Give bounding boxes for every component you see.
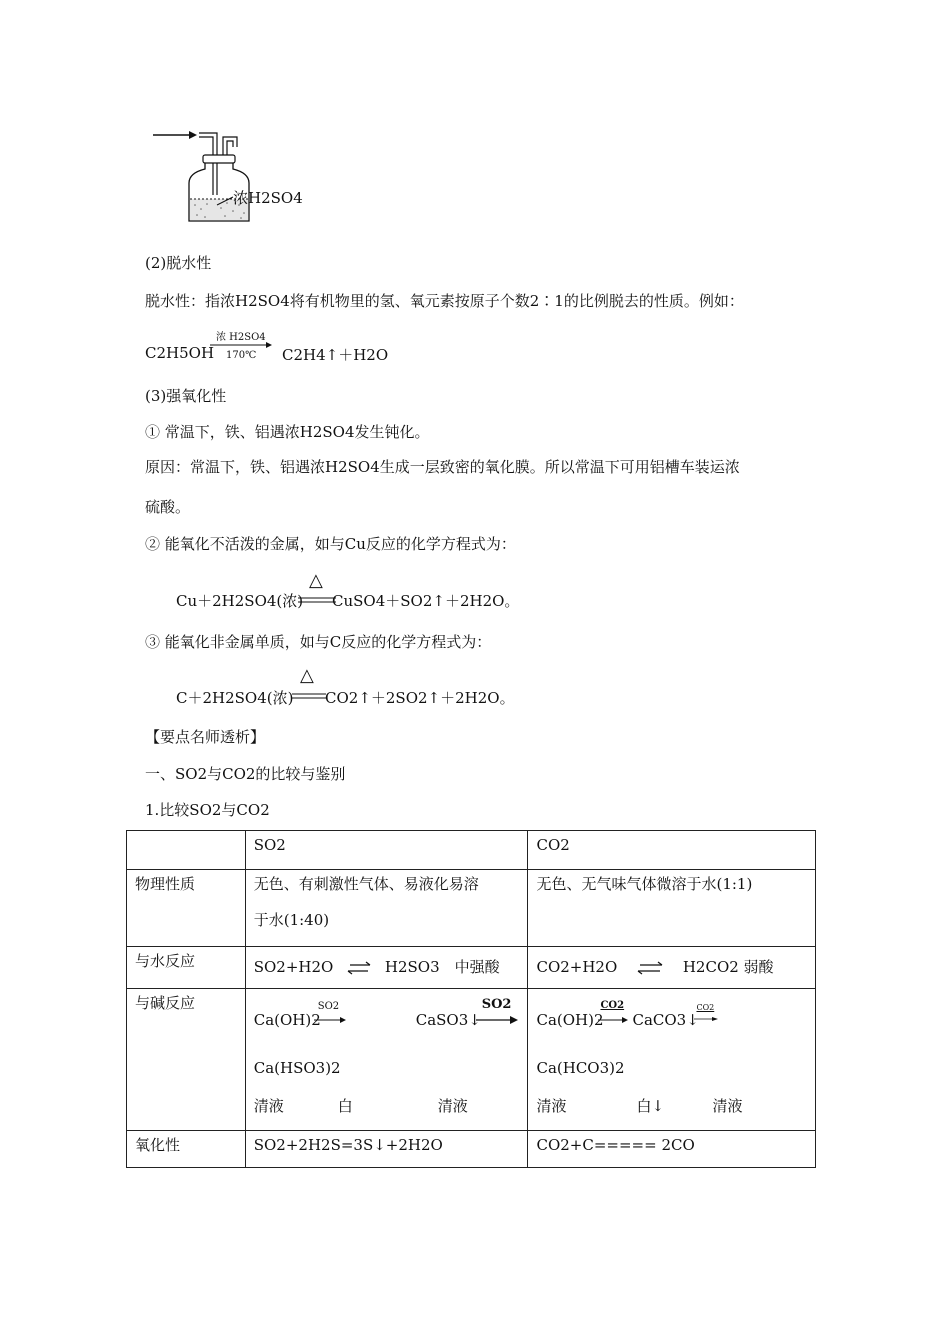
oxidation-item1: ① 常温下，铁、铝遇浓H2SO4发生钝化。 [145, 423, 430, 441]
oxidation-item3: ③ 能氧化非金属单质，如与C反应的化学方程式为： [145, 633, 492, 651]
reagent-label: 浓H2SO4 [233, 189, 303, 207]
co2-base-reactant: Ca(OH)2 [536, 1011, 604, 1029]
co2-arrow1-label: CO2 [600, 1000, 625, 1011]
co2-oxidation: CO2+C===== 2CO [536, 1136, 695, 1154]
so2-cell [245, 989, 528, 1131]
co2-observation-3: 清液 [712, 1097, 743, 1115]
so2-physical-line2: 于水(1:40) [253, 911, 330, 929]
row-label-text: 与碱反应 [135, 994, 196, 1012]
reaction-arrow-icon [598, 1016, 628, 1024]
dehydration-eq-left: C2H5OH [145, 344, 215, 362]
reaction-arrow-icon [314, 1016, 346, 1024]
heat-triangle-icon: △ [300, 665, 314, 686]
so2-observation-2: 白 [337, 1097, 353, 1115]
analysis-sub2: 1.比较SO2与CO2 [145, 801, 270, 819]
so2-base-product: Ca(HSO3)2 [253, 1059, 341, 1077]
table-row [127, 947, 816, 989]
row-label-text: 物理性质 [135, 875, 196, 893]
header-so2: SO2 [253, 836, 286, 854]
so2-base-reactant: Ca(OH)2 [253, 1011, 321, 1029]
so2-base-intermediate: CaSO3↓ [415, 1011, 481, 1029]
co2-base-product: Ca(HCO3)2 [536, 1059, 625, 1077]
so2-physical-line1: 无色、有刺激性气体、易液化易溶 [253, 875, 479, 893]
table-row [127, 870, 816, 947]
double-bar-icon [298, 596, 336, 604]
dehydration-eq-right: C2H4↑＋H2O [282, 346, 389, 364]
so2-arrow1-label: SO2 [317, 1001, 340, 1012]
c-eq-right: CO2↑＋2SO2↑＋2H2O。 [325, 689, 515, 707]
reaction-arrow-icon [476, 1015, 518, 1025]
reaction-arrow-icon [694, 1015, 718, 1023]
equilibrium-arrow-icon [344, 961, 374, 975]
row-label [127, 870, 246, 947]
so2-cell [245, 870, 528, 947]
co2-cell [528, 947, 816, 989]
row-label [127, 989, 246, 1131]
oxidation-item2: ② 能氧化不活泼的金属，如与Cu反应的化学方程式为： [145, 535, 516, 553]
co2-observation-2: 白↓ [636, 1097, 665, 1115]
co2-cell [528, 1131, 816, 1168]
co2-cell [528, 989, 816, 1131]
oxidation-reason-line1: 原因：常温下，铁、铝遇浓H2SO4生成一层致密的氧化膜。所以常温下可用铝槽车装运浓 [145, 458, 740, 476]
gas-washing-bottle-figure [145, 125, 315, 229]
dehydration-eq-cond-top: 浓 H2SO4 [216, 332, 266, 343]
reaction-arrow-icon [210, 341, 272, 349]
dehydration-eq-cond-bottom: 170℃ [226, 350, 257, 361]
so2-observation-1: 清液 [253, 1097, 284, 1115]
so2-cell [245, 947, 528, 989]
co2-physical: 无色、无气味气体微溶于水(1:1) [536, 875, 753, 893]
dehydration-text: 脱水性：指浓H2SO4将有机物里的氢、氧元素按原子个数2∶1的比例脱去的性质。例如： [145, 292, 744, 310]
row-label-text: 氧化性 [135, 1136, 181, 1154]
so2-observation-3: 清液 [437, 1097, 468, 1115]
dehydration-heading: (2)脱水性 [145, 254, 212, 272]
co2-arrow2-label: CO2 [696, 1003, 715, 1012]
so2-oxidation: SO2+2H2S=3S↓+2H2O [253, 1136, 443, 1154]
co2-base-intermediate: CaCO3↓ [632, 1011, 699, 1029]
table-row [127, 989, 816, 1131]
c-eq-left: C＋2H2SO4(浓) [176, 689, 294, 707]
table-header-row [127, 831, 816, 870]
co2-water-reactants: CO2+H2O [536, 958, 618, 976]
oxidation-reason-line2: 硫酸。 [145, 498, 191, 516]
row-label-text: 与水反应 [135, 952, 196, 970]
equilibrium-arrow-icon [632, 961, 668, 975]
cu-eq-left: Cu＋2H2SO4(浓) [176, 592, 304, 610]
co2-cell [528, 870, 816, 947]
heat-triangle-icon: △ [309, 570, 323, 591]
so2-arrow2-label: SO2 [481, 997, 512, 1012]
header-cell-empty [127, 831, 246, 870]
row-label [127, 1131, 246, 1168]
so2-co2-comparison-table [126, 830, 816, 1168]
so2-cell [245, 1131, 528, 1168]
so2-water-reactants: SO2+H2O [253, 958, 334, 976]
header-cell-co2 [528, 831, 816, 870]
so2-water-product: H2SO3 中强酸 [384, 958, 500, 976]
analysis-heading: 【要点名师透析】 [145, 728, 266, 746]
oxidation-heading: (3)强氧化性 [145, 387, 227, 405]
co2-water-product: H2CO2 弱酸 [682, 958, 774, 976]
row-label [127, 947, 246, 989]
double-bar-icon [292, 692, 326, 700]
analysis-sub1: 一、SO2与CO2的比较与鉴别 [145, 765, 346, 783]
header-cell-so2 [245, 831, 528, 870]
table-row [127, 1131, 816, 1168]
co2-observation-1: 清液 [536, 1097, 567, 1115]
cu-eq-right: CuSO4＋SO2↑＋2H2O。 [332, 592, 520, 610]
header-co2: CO2 [536, 836, 570, 854]
